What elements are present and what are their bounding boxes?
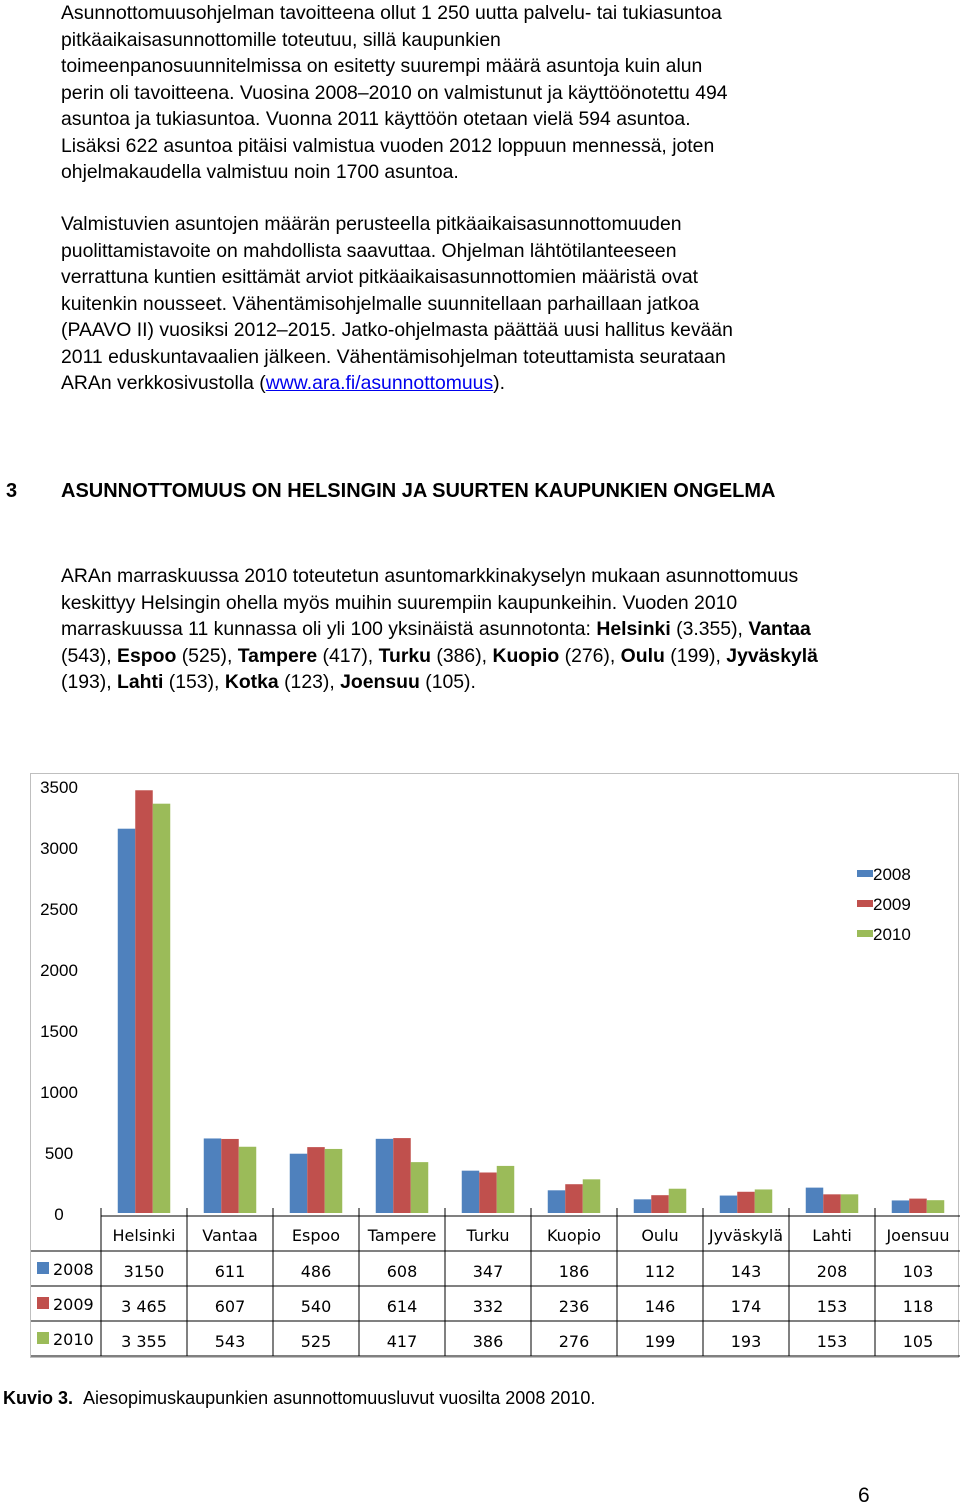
text-line: kuitenkin nousseet. Vähentämisohjelmalle suunnitellaan parhaillaan jatkoa <box>61 292 700 315</box>
table-value: 153 <box>816 1297 848 1316</box>
category-label: Helsinki <box>112 1226 176 1245</box>
y-tick-label: 2000 <box>40 961 78 980</box>
ara-website-link[interactable]: www.ara.fi/asunnottomuus <box>265 372 494 394</box>
table-value: 525 <box>300 1332 332 1351</box>
table-series-label: 2010 <box>53 1330 94 1349</box>
caption-text: Aiesopimuskaupunkien asunnottomuusluvut vuosilta 2008 2010. <box>83 1388 596 1408</box>
table-value: 193 <box>730 1332 762 1351</box>
legend-key <box>857 900 873 907</box>
table-value: 614 <box>386 1297 418 1316</box>
category-label: Vantaa <box>202 1226 258 1245</box>
y-tick-label: 3000 <box>40 839 78 858</box>
text-line: asuntoa ja tukiasuntoa. Vuonna 2011 käyttöön otetaan vielä 594 asuntoa. <box>61 108 691 130</box>
city-name: Tampere <box>237 644 318 667</box>
legend-key <box>857 930 873 937</box>
paragraph-1 <box>61 0 941 186</box>
table-value: 486 <box>300 1262 332 1281</box>
table-value: 118 <box>902 1297 934 1316</box>
table-value: 146 <box>644 1297 676 1316</box>
bar-2008-lahti <box>806 1188 824 1213</box>
text-fragment: ARAn marraskuussa 2010 toteutetun asuntomarkkinakyselyn mukaan asunnottomuus keskittyy Helsingin ohella myös muihin suurempiin kaupunkeihin. Vuoden 2010 marraskuussa 11 kunnassa oli yli 100 yksinäistä asunnotonta: <box>61 565 799 640</box>
bar-2009-tampere <box>393 1138 411 1213</box>
text-fragment: ARAn verkkosivustolla ( <box>61 372 266 394</box>
table-value: 153 <box>816 1332 848 1351</box>
table-value: 174 <box>730 1297 762 1316</box>
text-line: Lisäksi 622 asuntoa pitäisi valmistua vuoden 2012 loppuun mennessä, joten <box>61 134 715 157</box>
category-label: Jyväskylä <box>708 1226 784 1245</box>
table-value: 608 <box>386 1262 418 1281</box>
bar-2010-turku <box>497 1166 515 1213</box>
y-tick-label: 2500 <box>40 900 78 919</box>
text-line: 2011 eduskuntavaalien jälkeen. Vähentämisohjelman toteuttamista seurataan <box>61 345 726 368</box>
caption-label: Kuvio 3. <box>3 1388 74 1408</box>
bar-2008-turku <box>462 1171 480 1213</box>
city-name: Lahti <box>117 671 164 693</box>
bar-2008-espoo <box>290 1154 308 1213</box>
city-name: Turku <box>378 644 432 667</box>
city-count: (525), <box>176 644 238 667</box>
text-line: ohjelmakaudella valmistuu noin 1700 asuntoa. <box>61 161 459 183</box>
bar-2008-kuopio <box>548 1190 566 1213</box>
y-tick-label: 1000 <box>40 1083 78 1102</box>
text-fragment: ). <box>493 372 506 394</box>
city-name: Kuopio <box>492 644 560 667</box>
bar-2010-helsinki <box>153 804 171 1213</box>
bar-2010-kuopio <box>583 1179 601 1213</box>
table-value: 112 <box>644 1262 676 1281</box>
bar-2008-vantaa <box>204 1138 222 1213</box>
table-value: 3 355 <box>121 1332 167 1351</box>
bar-2009-espoo <box>307 1147 325 1213</box>
table-value: 236 <box>558 1297 590 1316</box>
bar-2009-lahti <box>823 1194 841 1213</box>
table-value: 417 <box>386 1332 418 1351</box>
bar-2009-joensuu <box>909 1199 927 1213</box>
category-label: Tampere <box>367 1226 437 1245</box>
table-value: 347 <box>472 1262 504 1281</box>
table-value: 540 <box>300 1297 332 1316</box>
bar-2010-oulu <box>669 1189 687 1213</box>
city-count: (543), <box>61 644 118 667</box>
bar-2009-oulu <box>651 1195 669 1213</box>
section-number: 3 <box>6 480 18 502</box>
table-series-label: 2009 <box>53 1295 94 1314</box>
text-line: perin oli tavoitteena. Vuosina 2008–2010 on valmistunut ja käyttöönotettu 494 <box>61 81 728 104</box>
bar-2008-jyväskylä <box>720 1196 738 1213</box>
table-value: 543 <box>214 1332 246 1351</box>
text-line: (PAAVO II) vuosiksi 2012–2015. Jatko-ohjelmasta päättää uusi hallitus kevään <box>61 319 733 341</box>
table-legend-key <box>37 1262 49 1274</box>
figure-caption <box>3 1386 595 1410</box>
table-series-label: 2008 <box>53 1260 94 1279</box>
table-value: 143 <box>730 1262 762 1281</box>
bar-2008-helsinki <box>118 829 136 1213</box>
bar-2009-vantaa <box>221 1139 239 1213</box>
table-value: 3 465 <box>121 1297 167 1316</box>
chart-canvas <box>31 774 960 1359</box>
city-name: Vantaa <box>748 618 811 640</box>
city-count: (3.355), <box>670 618 749 640</box>
city-count: (105). <box>419 671 476 693</box>
homelessness-chart <box>30 773 959 1358</box>
category-label: Oulu <box>641 1226 679 1245</box>
table-value: 607 <box>214 1297 246 1316</box>
city-count: (153), <box>163 671 225 693</box>
text-line: toimeenpanosuunnitelmissa on esitetty suurempi määrä asuntoja kuin alun <box>61 55 703 77</box>
section-title: ASUNNOTTOMUUS ON HELSINGIN JA SUURTEN KAUPUNKIEN ONGELMA <box>61 480 776 502</box>
table-value: 199 <box>644 1332 676 1351</box>
paragraph-3 <box>61 563 861 696</box>
city-count: (193), <box>61 671 118 693</box>
category-label: Kuopio <box>546 1226 602 1245</box>
y-tick-label: 500 <box>44 1144 74 1163</box>
bar-2009-jyväskylä <box>737 1192 755 1213</box>
city-name: Jyväskylä <box>726 644 818 667</box>
y-tick-label: 3500 <box>40 778 78 797</box>
text-line: Valmistuvien asuntojen määrän perusteella pitkäaikaisasunnottomuuden <box>61 213 682 235</box>
legend-label: 2008 <box>873 865 911 884</box>
table-legend-key <box>37 1332 49 1344</box>
city-count: (386), <box>431 644 493 667</box>
city-name: Helsinki <box>596 618 671 640</box>
bar-2008-tampere <box>376 1139 394 1213</box>
bar-2010-tampere <box>411 1162 429 1213</box>
y-tick-label: 1500 <box>40 1022 78 1041</box>
bar-2010-espoo <box>325 1149 343 1213</box>
bar-2010-vantaa <box>239 1147 257 1213</box>
bar-2009-turku <box>479 1172 497 1213</box>
text-line: Asunnottomuusohjelman tavoitteena ollut 1 250 uutta palvelu- tai tukiasuntoa <box>61 2 722 24</box>
table-value: 208 <box>816 1262 848 1281</box>
bar-2009-kuopio <box>565 1184 583 1213</box>
bar-2008-joensuu <box>892 1200 910 1213</box>
city-name: Joensuu <box>340 671 420 693</box>
city-count: (199), <box>664 644 727 667</box>
table-value: 3150 <box>123 1262 165 1281</box>
legend-label: 2009 <box>873 895 911 914</box>
city-name: Kotka <box>224 671 279 693</box>
table-legend-key <box>37 1297 49 1309</box>
bar-2010-jyväskylä <box>755 1189 773 1213</box>
text-line <box>61 370 941 397</box>
city-count: (417), <box>317 644 379 667</box>
city-name: Espoo <box>117 644 177 667</box>
text-line: puolittamistavoite on mahdollista saavuttaa. Ohjelman lähtötilanteeseen <box>61 239 677 262</box>
bar-2008-oulu <box>634 1199 652 1213</box>
paragraph-2 <box>61 211 941 397</box>
category-label: Espoo <box>291 1226 341 1245</box>
table-value: 611 <box>214 1262 246 1281</box>
city-name: Oulu <box>620 644 665 667</box>
table-value: 332 <box>472 1297 504 1316</box>
table-value: 276 <box>558 1332 590 1351</box>
legend-key <box>857 870 873 877</box>
text-line: verrattuna kuntien esittämät arviot pitkäaikaisasunnottomien määristä ovat <box>61 266 698 288</box>
category-label: Joensuu <box>886 1226 950 1245</box>
category-label: Turku <box>466 1226 510 1245</box>
page-number: 6 <box>858 1484 870 1507</box>
bar-2010-joensuu <box>927 1200 945 1213</box>
city-count: (123), <box>278 671 341 693</box>
table-value: 186 <box>558 1262 590 1281</box>
category-label: Lahti <box>812 1226 852 1245</box>
legend-label: 2010 <box>873 925 911 944</box>
city-count: (276), <box>559 644 621 667</box>
table-value: 103 <box>902 1262 934 1281</box>
table-value: 105 <box>902 1332 934 1351</box>
bar-2009-helsinki <box>135 790 153 1213</box>
y-tick-label: 0 <box>54 1205 64 1224</box>
text-line: pitkäaikaisasunnottomille toteutuu, sillä kaupunkien <box>61 28 501 51</box>
bar-2010-lahti <box>841 1194 859 1213</box>
table-value: 386 <box>472 1332 504 1351</box>
